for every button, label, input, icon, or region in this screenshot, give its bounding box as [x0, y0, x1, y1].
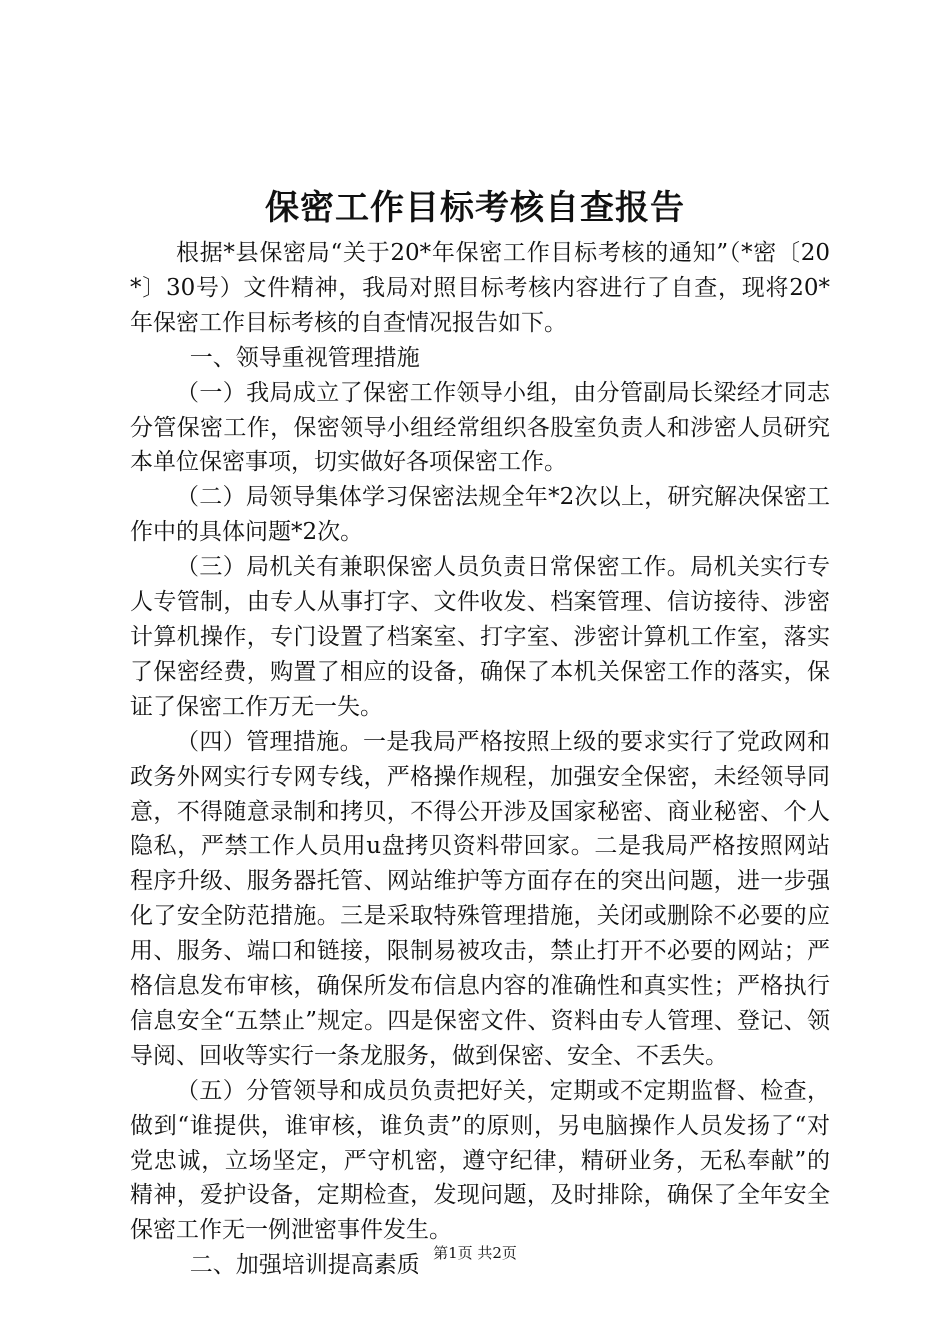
paragraph-item-4: （四）管理措施。一是我局严格按照上级的要求实行了党政网和政务外网实行专网专线，严格操作规程，加强安全保密，未经领导同意，不得随意录制和拷贝，不得公开涉及国家秘密、商业秘密、个人隐私，严禁工作人员用u盘拷贝资料带回家。二是我局严格按照网站程序升级、服务器托管、网站维护等方面存在的突出问题，进一步强化了安全防范措施。三是采取特殊管理措施，关闭或删除不必要的应用、服务、端口和链接，限制易被攻击，禁止打开不必要的网站；严格信息发布审核，确保所发布信息内容的准确性和真实性；严格执行信息安全“五禁止”规定。四是保密文件、资料由专人管理、登记、领导阅、回收等实行一条龙服务，做到保密、安全、不丢失。 [130, 728, 830, 1069]
paragraph-item-3: （三）局机关有兼职保密人员负责日常保密工作。局机关实行专人专管制，由专人从事打字、文件收发、档案管理、信访接待、涉密计算机操作，专门设置了档案室、打字室、涉密计算机工作室，落实了保密经费，购置了相应的设备，确保了本机关保密工作的落实，保证了保密工作万无一失。 [130, 554, 830, 720]
page-number-footer: 第1页 共2页 [433, 1244, 517, 1262]
paragraph-item-5: （五）分管领导和成员负责把好关，定期或不定期监督、检查，做到“谁提供，谁审核，谁负责”的原则，另电脑操作人员发扬了“对党忠诚，立场坚定，严守机密，遵守纪律，精研业务，无私奉献”的精神，爱护设备，定期检查，发现问题，及时排除，确保了全年安全保密工作无一例泄密事件发生。 [130, 1077, 830, 1244]
paragraph-item-2: （二）局领导集体学习保密法规全年*2次以上，研究解决保密工作中的具体问题*2次。 [130, 484, 830, 546]
paragraph-item-1: （一）我局成立了保密工作领导小组，由分管副局长梁经才同志分管保密工作，保密领导小组经常组织各股室负责人和涉密人员研究本单位保密事项，切实做好各项保密工作。 [130, 379, 830, 476]
document-title: 保密工作目标考核自查报告 [265, 188, 685, 228]
paragraph-intro: 根据*县保密局“关于20*年保密工作目标考核的通知”（*密〔20*〕30号）文件精神，我局对照目标考核内容进行了自查，现将20*年保密工作目标考核的自查情况报告如下。 [130, 240, 830, 336]
section-heading-2: 二、加强培训提高素质 [189, 1252, 420, 1279]
document-body [130, 236, 830, 1283]
section-heading-1: 一、领导重视管理措施 [189, 344, 420, 371]
